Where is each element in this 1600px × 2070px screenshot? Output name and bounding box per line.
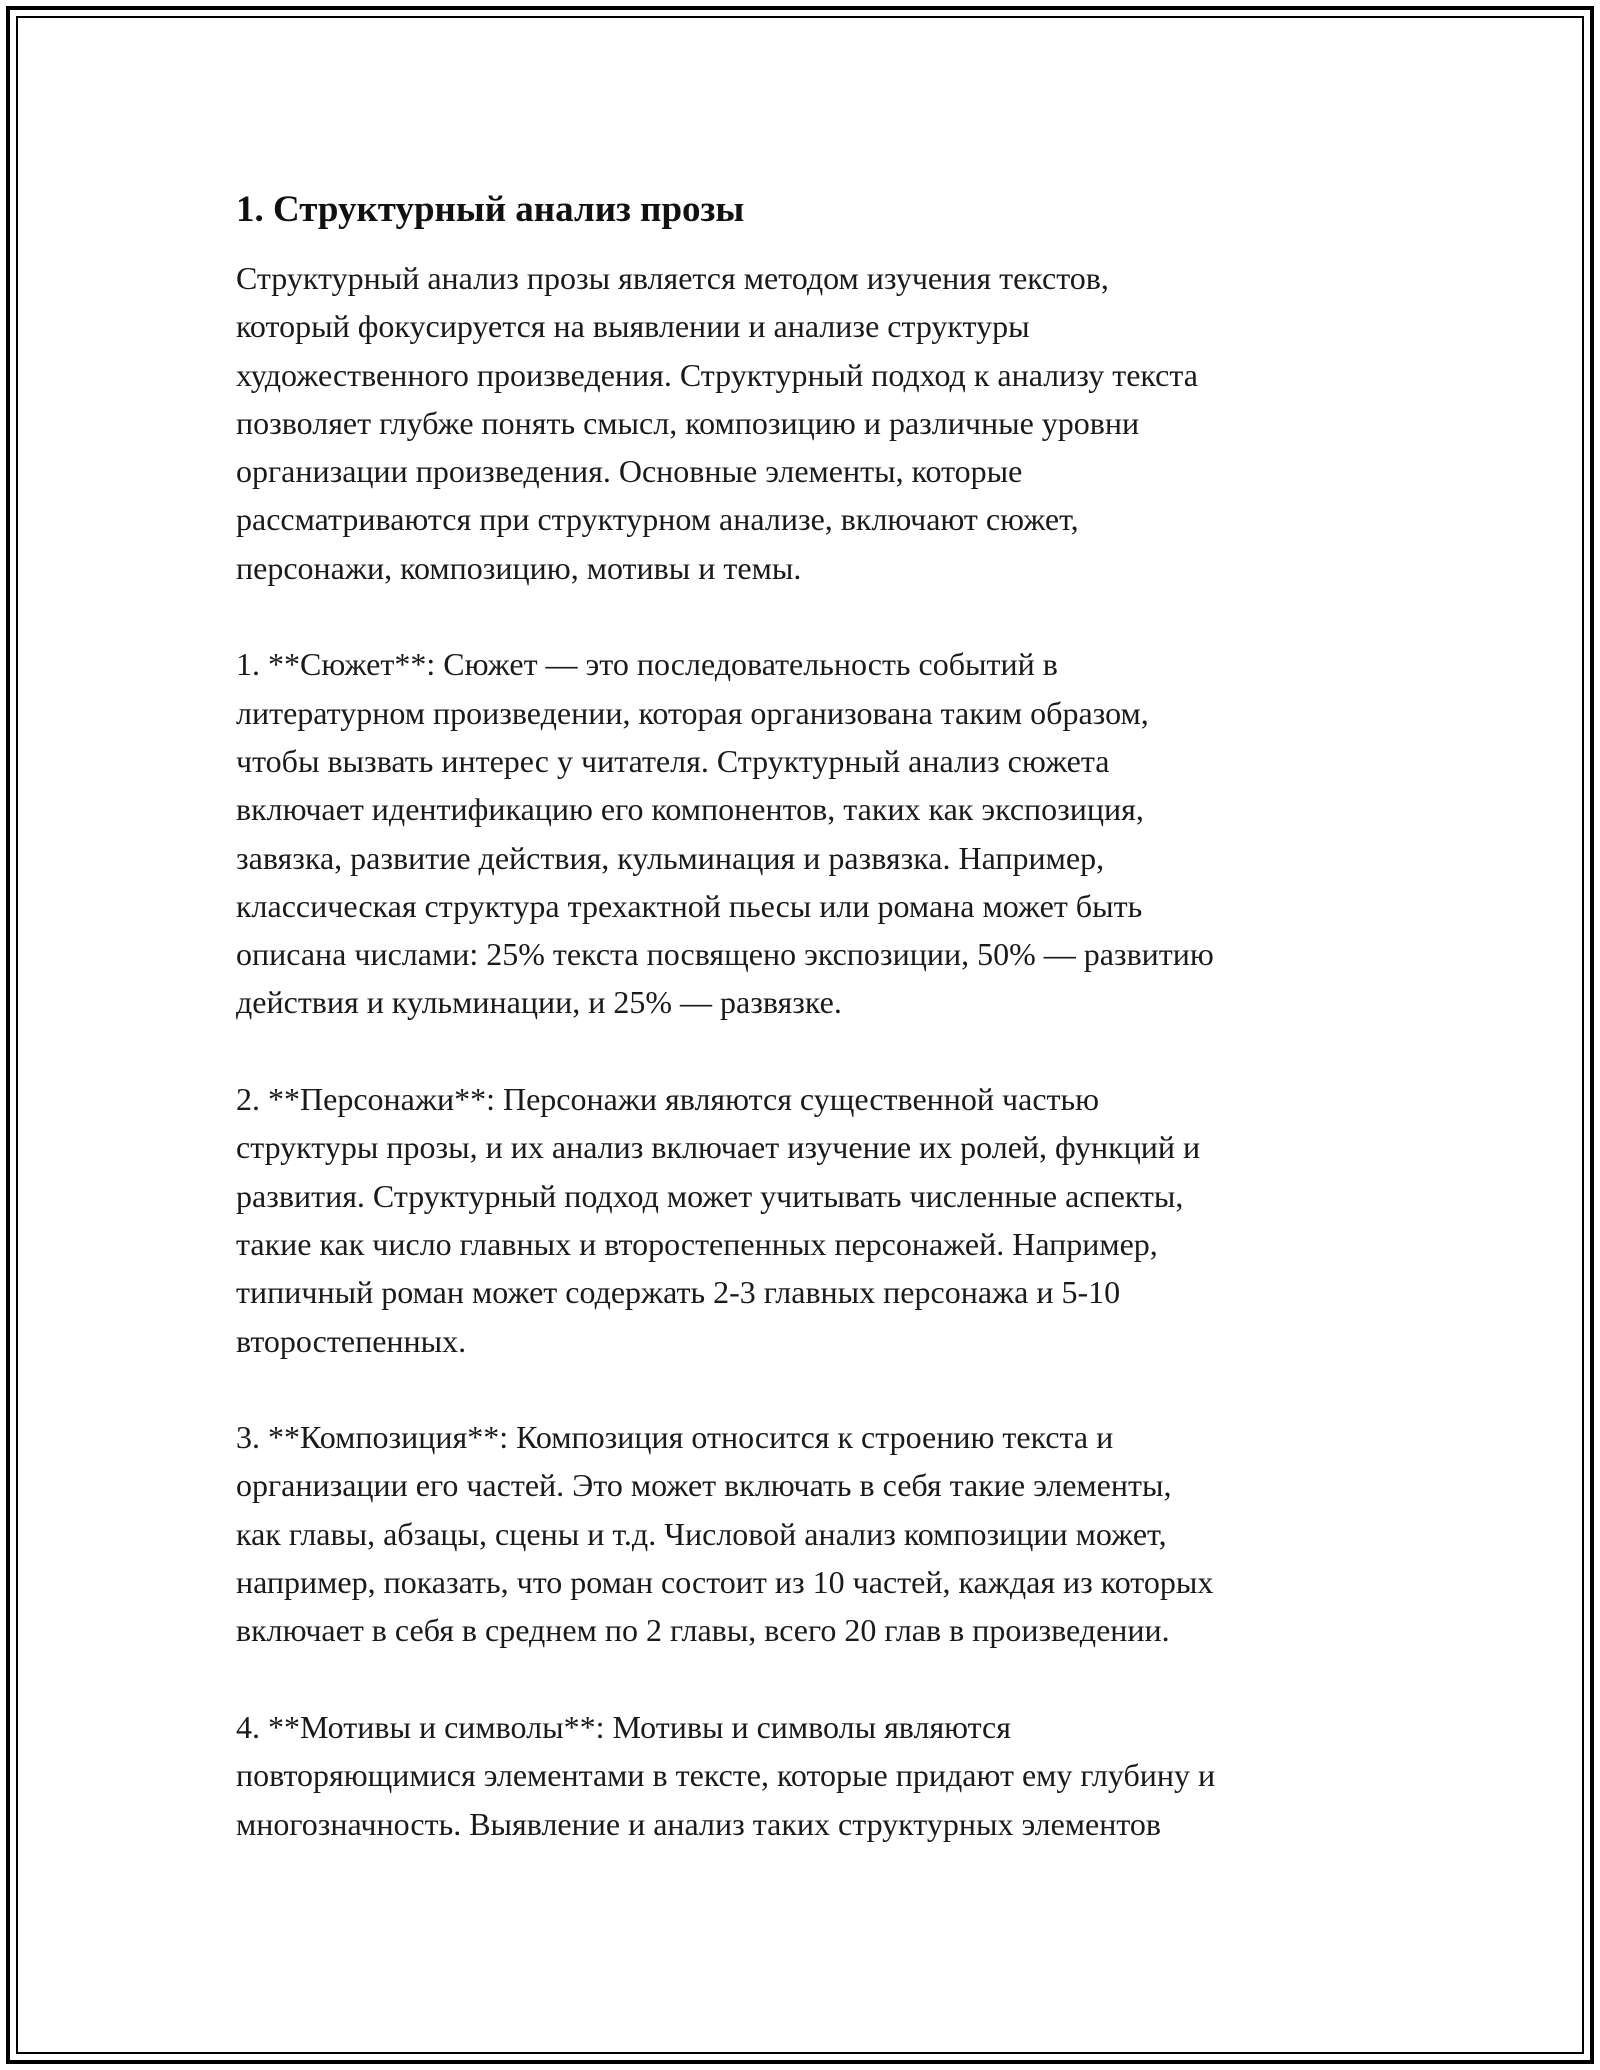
text-line: структуры прозы, и их анализ включает изучение их ролей, функций и xyxy=(236,1129,1201,1166)
text-line: повторяющимися элементами в тексте, которые придают ему глубину и xyxy=(236,1757,1216,1794)
text-line: классическая структура трехактной пьесы или романа может быть xyxy=(236,887,1143,924)
text-line: второстепенных. xyxy=(236,1322,467,1359)
text-line: 2. **Персонажи**: Персонажи являются существенной частью xyxy=(236,1081,1100,1118)
text-line: включает в себя в среднем по 2 главы, всего 20 глав в произведении. xyxy=(236,1612,1170,1649)
text-line: 4. **Мотивы и символы**: Мотивы и символы являются xyxy=(236,1708,1011,1745)
characters-paragraph xyxy=(236,1075,1366,1365)
motifs-paragraph xyxy=(236,1703,1366,1848)
text-line: рассматриваются при структурном анализе, включают сюжет, xyxy=(236,501,1079,538)
text-line: такие как число главных и второстепенных персонажей. Например, xyxy=(236,1225,1158,1262)
text-line: 3. **Композиция**: Композиция относится к строению текста и xyxy=(236,1419,1114,1456)
intro-paragraph xyxy=(236,254,1366,592)
text-line: 1. **Сюжет**: Сюжет — это последовательность событий в xyxy=(236,646,1058,683)
text-line: который фокусируется на выявлении и анализе структуры xyxy=(236,308,1030,345)
text-line: литературном произведении, которая организована таким образом, xyxy=(236,694,1149,731)
text-line: типичный роман может содержать 2-3 главных персонажа и 5-10 xyxy=(236,1274,1121,1311)
text-line: позволяет глубже понять смысл, композицию и различные уровни xyxy=(236,404,1140,441)
text-line: включает идентификацию его компонентов, таких как экспозиция, xyxy=(236,791,1144,828)
text-line: многозначность. Выявление и анализ таких структурных элементов xyxy=(236,1805,1162,1842)
plot-paragraph xyxy=(236,640,1366,1026)
text-line: например, показать, что роман состоит из 10 частей, каждая из которых xyxy=(236,1564,1214,1601)
text-line: развития. Структурный подход может учитывать численные аспекты, xyxy=(236,1177,1184,1214)
text-line: действия и кульминации, и 25% — развязке. xyxy=(236,984,842,1021)
composition-paragraph xyxy=(236,1413,1366,1654)
text-line: чтобы вызвать интерес у читателя. Структурный анализ сюжета xyxy=(236,742,1110,779)
text-line: организации произведения. Основные элементы, которые xyxy=(236,453,1023,490)
document-title: 1. Структурный анализ прозы xyxy=(236,189,745,230)
document-body xyxy=(236,186,1366,1896)
text-line: организации его частей. Это может включать в себя такие элементы, xyxy=(236,1467,1172,1504)
text-line: завязка, развитие действия, кульминация и развязка. Например, xyxy=(236,839,1105,876)
text-line: описана числами: 25% текста посвящено экспозиции, 50% — развитию xyxy=(236,936,1214,973)
text-line: художественного произведения. Структурный подход к анализу текста xyxy=(236,356,1198,393)
text-line: Структурный анализ прозы является методом изучения текстов, xyxy=(236,260,1109,296)
text-line: персонажи, композицию, мотивы и темы. xyxy=(236,549,802,586)
text-line: как главы, абзацы, сцены и т.д. Числовой анализ композиции может, xyxy=(236,1515,1167,1552)
